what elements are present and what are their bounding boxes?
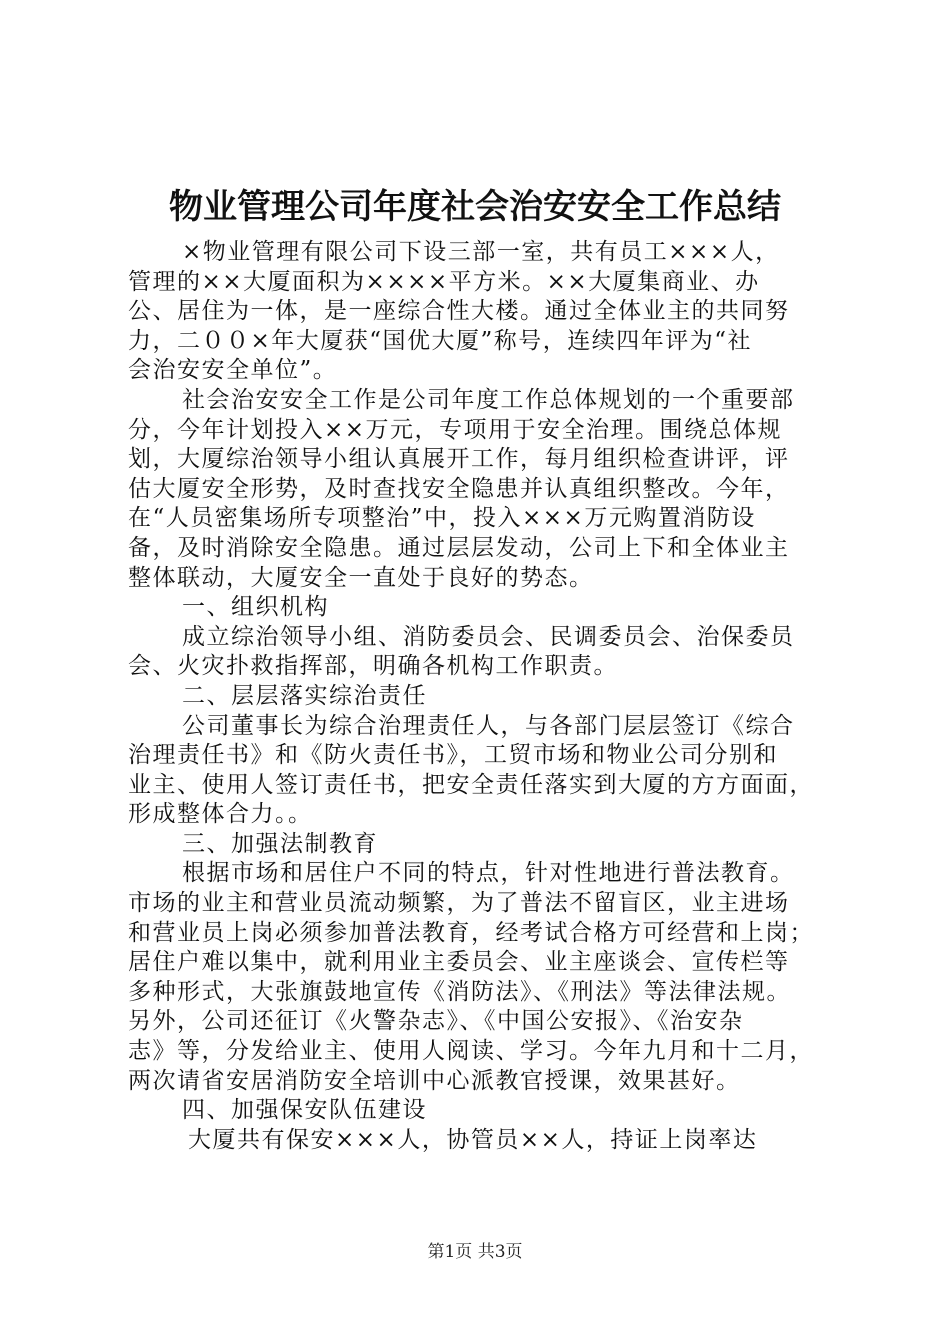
section-heading: 三、加强法制教育 <box>182 830 378 857</box>
paragraph-line: 管理的××大厦面积为××××平方米。××大厦集商业、办 <box>128 268 760 295</box>
paragraph-line: 备，及时消除安全隐患。通过层层发动，公司上下和全体业主 <box>128 534 790 561</box>
paragraph-line: 整体联动，大厦安全一直处于良好的势态。 <box>128 564 594 591</box>
document-title: 物业管理公司年度社会治安安全工作总结 <box>169 187 781 227</box>
paragraph-line: 公司董事长为综合治理责任人，与各部门层层签订《综合 <box>182 712 795 739</box>
paragraph-line: 划，大厦综治领导小组认真展开工作，每月组织检查讲评，评 <box>128 446 790 473</box>
paragraph-line: 估大厦安全形势，及时查找安全隐患并认真组织整改。今年， <box>128 475 790 502</box>
paragraph-line: 成立综治领导小组、消防委员会、民调委员会、治保委员 <box>182 623 795 650</box>
paragraph-line: 社会治安安全工作是公司年度工作总体规划的一个重要部 <box>182 386 795 413</box>
paragraph-line: 在“人员密集场所专项整治”中，投入×××万元购置消防设 <box>128 505 756 532</box>
paragraph-line: 根据市场和居住户不同的特点，针对性地进行普法教育。 <box>182 860 795 887</box>
section-heading: 四、加强保安队伍建设 <box>182 1097 427 1124</box>
paragraph-line: 大厦共有保安×××人，协管员××人，持证上岗率达 <box>188 1126 758 1153</box>
paragraph-line: 市场的业主和营业员流动频繁，为了普法不留盲区，业主进场 <box>128 890 790 917</box>
paragraph-line: 和营业员上岗必须参加普法教育，经考试合格方可经营和上岗； <box>128 919 814 946</box>
paragraph-line: 治理责任书》和《防火责任书》，工贸市场和物业公司分别和 <box>128 742 778 769</box>
paragraph-line: ×物业管理有限公司下设三部一室，共有员工×××人， <box>182 239 780 265</box>
paragraph-line: 多种形式，大张旗鼓地宣传《消防法》、《刑法》等法律法规。 <box>128 978 791 1005</box>
paragraph-line: 公、居住为一体，是一座综合性大楼。通过全体业主的共同努 <box>128 298 790 325</box>
paragraph-line: 形成整体合力。。 <box>128 801 313 828</box>
paragraph-line: 另外，公司还征订《火警杂志》、《中国公安报》、《治安杂 <box>128 1008 744 1035</box>
paragraph-line: 志》等，分发给业主、使用人阅读、学习。今年九月和十二月， <box>128 1038 814 1065</box>
paragraph-line: 力，二００×年大厦获“国优大厦”称号，连续四年评为“社 <box>128 327 753 354</box>
document-body <box>128 238 828 1155</box>
paragraph-line: 业主、使用人签订责任书，把安全责任落实到大厦的方方面面， <box>128 771 814 798</box>
paragraph-line: 会、火灾扑救指挥部，明确各机构工作职责。 <box>128 653 618 680</box>
page-number-footer: 第1页 共3页 <box>427 1242 523 1262</box>
paragraph-line: 会治安安全单位”。 <box>128 357 338 384</box>
section-heading: 二、层层落实综治责任 <box>182 682 427 709</box>
section-heading: 一、组织机构 <box>182 594 329 621</box>
paragraph-line: 两次请省安居消防安全培训中心派教官授课，效果甚好。 <box>128 1067 741 1094</box>
paragraph-line: 分，今年计划投入××万元，专项用于安全治理。围绕总体规 <box>128 416 783 443</box>
paragraph-line: 居住户难以集中，就利用业主委员会、业主座谈会、宣传栏等 <box>128 949 790 976</box>
